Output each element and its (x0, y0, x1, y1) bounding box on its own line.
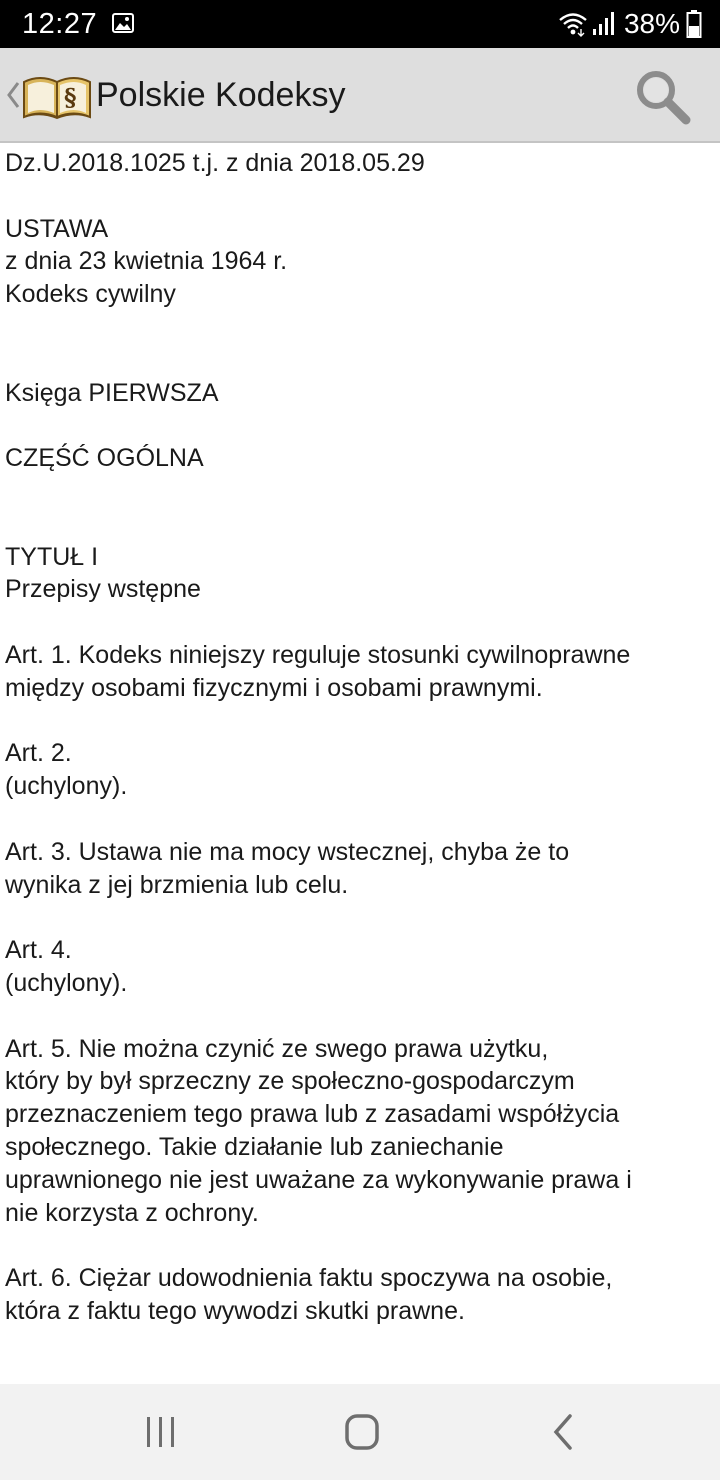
battery-icon (686, 10, 702, 38)
app-bar (0, 48, 720, 143)
navigation-bar (0, 1384, 720, 1480)
article-3: Art. 3. Ustawa nie ma mocy wstecznej, chyba że to wynika z jej brzmienia lub celu. (5, 837, 570, 899)
gallery-icon (112, 13, 134, 33)
act-type: USTAWA (5, 214, 109, 243)
article-6: Art. 6. Ciężar udowodnienia faktu spoczywa na osobie, która z faktu tego wywodzi skutki prawne. (5, 1264, 613, 1325)
app-title: Polskie Kodeksy (96, 76, 346, 114)
status-right-group (558, 6, 702, 42)
title-name: Przepisy wstępne (5, 575, 201, 604)
battery-percentage: 38% (623, 8, 680, 39)
search-icon[interactable] (632, 66, 694, 128)
chevron-left-icon[interactable] (6, 81, 20, 109)
svg-text:§: § (64, 83, 77, 112)
status-time: 12:27 (22, 8, 98, 40)
article-5: Art. 5. Nie można czynić ze swego prawa użytku, który by był sprzeczny ze społeczno-gospodarczym przeznaczeniem tego prawa lub z zasadami współżycia społecznego. Takie działanie lub zaniechanie uprawnionego nie jest uważane za wykonywanie prawa i nie korzysta z ochrony. (5, 1034, 632, 1227)
recent-apps-icon[interactable] (139, 1412, 183, 1452)
act-date: z dnia 23 kwietnia 1964 r. (5, 247, 288, 276)
home-icon[interactable] (340, 1412, 384, 1452)
document-content[interactable] (5, 147, 717, 1383)
status-bar (0, 0, 720, 48)
law-book-icon[interactable] (22, 70, 92, 120)
article-4: Art. 4. (uchylony). (5, 936, 128, 997)
article-1: Art. 1. Kodeks niniejszy reguluje stosunki cywilnoprawne między osobami fizycznymi i osobami prawnymi. (5, 640, 631, 702)
book-heading: Księga PIERWSZA (5, 378, 219, 407)
title-number: TYTUŁ I (5, 542, 99, 571)
signal-icon (592, 11, 616, 37)
article-2: Art. 2. (uchylony). (5, 739, 128, 801)
back-icon[interactable] (542, 1412, 586, 1452)
document-header: Dz.U.2018.1025 t.j. z dnia 2018.05.29 (5, 149, 425, 177)
wifi-icon (558, 11, 588, 37)
act-name: Kodeks cywilny (5, 280, 176, 309)
part-heading: CZĘŚĆ OGÓLNA (5, 444, 204, 473)
